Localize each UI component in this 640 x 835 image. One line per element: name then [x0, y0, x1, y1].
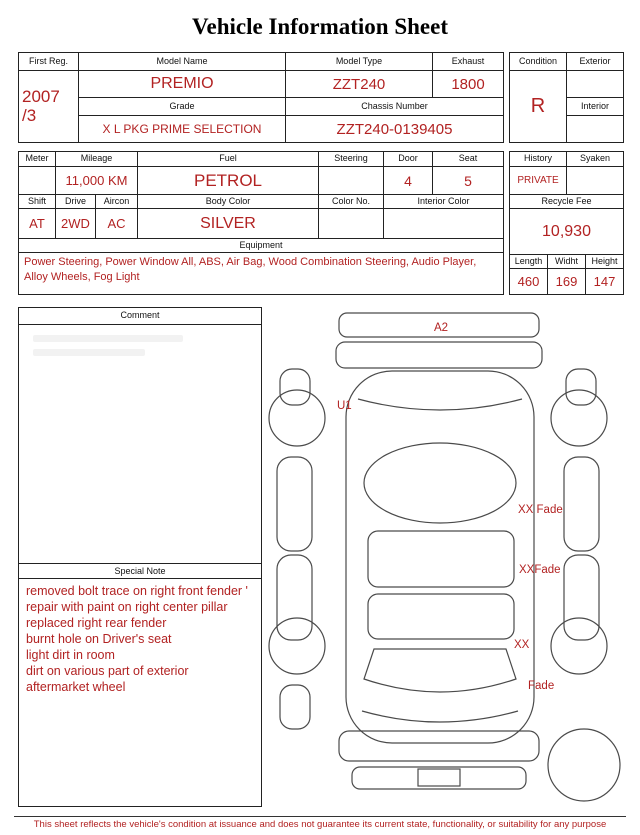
- annotation-xx-fade-1: XX Fade: [518, 504, 563, 516]
- special-note-item: removed bolt trace on right front fender ': [26, 584, 248, 598]
- disclaimer-text: This sheet reflects the vehicle's condition at issuance and does not guarantee its current state, functionality, or suitability for any purpose: [14, 816, 626, 830]
- door-label: Door: [384, 152, 433, 167]
- interior-value: [567, 116, 624, 143]
- width-label: Widht: [548, 255, 586, 269]
- comment-body: [19, 325, 261, 563]
- faint-text-artifact: [33, 335, 183, 342]
- annotation-a2: A2: [434, 322, 449, 334]
- mileage-value: 11,000 KM: [56, 167, 138, 195]
- fuel-label: Fuel: [138, 152, 319, 167]
- interior-color-label: Interior Color: [384, 195, 504, 209]
- special-note-item: repair with paint on right center pillar: [26, 600, 228, 614]
- chassis-number-label: Chassis Number: [286, 98, 504, 116]
- exterior-value: [567, 71, 624, 98]
- color-no-label: Color No.: [319, 195, 384, 209]
- history-value: PRIVATE: [510, 167, 567, 195]
- seat-label: Seat: [433, 152, 504, 167]
- drive-value: 2WD: [56, 209, 96, 239]
- body-color-value: SILVER: [138, 209, 319, 239]
- condition-detail-section: [18, 307, 622, 807]
- width-value: 169: [548, 269, 586, 295]
- drive-label: Drive: [56, 195, 96, 209]
- faint-text-artifact: [33, 349, 145, 356]
- exhaust-label: Exhaust: [433, 53, 504, 71]
- interior-label: Interior: [567, 98, 624, 116]
- exterior-label: Exterior: [567, 53, 624, 71]
- model-type-value: ZZT240: [286, 71, 433, 98]
- steering-value: [319, 167, 384, 195]
- body-color-label: Body Color: [138, 195, 319, 209]
- interior-color-value: [384, 209, 504, 239]
- special-note-header: Special Note: [19, 563, 261, 579]
- car-body-sketch: [269, 313, 620, 801]
- syaken-label: Syaken: [567, 152, 624, 167]
- aircon-value: AC: [96, 209, 138, 239]
- door-value: 4: [384, 167, 433, 195]
- steering-label: Steering: [319, 152, 384, 167]
- annotation-xx: XX: [514, 639, 530, 651]
- height-label: Height: [586, 255, 624, 269]
- comment-header: Comment: [19, 308, 261, 325]
- identity-section: [18, 52, 622, 143]
- fuel-value: PETROL: [138, 167, 319, 195]
- meter-label: Meter: [19, 152, 56, 167]
- model-name-label: Model Name: [79, 53, 286, 71]
- comment-special-note-box: [18, 307, 262, 807]
- recycle-fee-label: Recycle Fee: [510, 195, 624, 209]
- first-reg-month: /3: [22, 105, 37, 125]
- shift-label: Shift: [19, 195, 56, 209]
- syaken-value: [567, 167, 624, 195]
- model-name-value: PREMIO: [79, 71, 286, 98]
- length-value: 460: [510, 269, 548, 295]
- meter-value: [19, 167, 56, 195]
- specs-table: [18, 151, 504, 295]
- special-note-item: dirt on various part of exterior: [26, 664, 189, 678]
- equipment-value: Power Steering, Power Window All, ABS, Air Bag, Wood Combination Steering, Audio Player, Alloy Wheels, Fog Light: [19, 253, 504, 295]
- special-note-item: burnt hole on Driver's seat: [26, 632, 172, 646]
- special-note-item: aftermarket wheel: [26, 680, 126, 694]
- first-reg-value: [19, 71, 79, 143]
- first-reg-year: 2007: [22, 86, 60, 106]
- annotation-fade: Fade: [528, 680, 555, 692]
- length-label: Length: [510, 255, 548, 269]
- condition-value: R: [510, 71, 567, 143]
- color-no-value: [319, 209, 384, 239]
- annotation-u1: U1: [337, 400, 352, 412]
- special-note-list: [19, 579, 261, 806]
- exhaust-value: 1800: [433, 71, 504, 98]
- model-type-label: Model Type: [286, 53, 433, 71]
- seat-value: 5: [433, 167, 504, 195]
- condition-label: Condition: [510, 53, 567, 71]
- first-reg-label: First Reg.: [19, 53, 79, 71]
- shift-value: AT: [19, 209, 56, 239]
- grade-label: Grade: [79, 98, 286, 116]
- car-diagram-area: [262, 307, 622, 807]
- equipment-label: Equipment: [19, 239, 504, 253]
- chassis-number-value: ZZT240-0139405: [286, 116, 504, 143]
- aircon-label: Aircon: [96, 195, 138, 209]
- condition-table: [509, 52, 624, 143]
- car-top-view-diagram: [262, 307, 622, 805]
- special-note-item: replaced right rear fender: [26, 616, 167, 630]
- history-label: History: [510, 152, 567, 167]
- identity-table: [18, 52, 504, 143]
- specs-section: [18, 151, 622, 295]
- annotation-xx-fade-2: XXFade: [519, 564, 561, 576]
- history-dimensions-table: [509, 151, 624, 295]
- recycle-fee-value: 10,930: [510, 209, 624, 255]
- height-value: 147: [586, 269, 624, 295]
- mileage-label: Mileage: [56, 152, 138, 167]
- special-note-item: light dirt in room: [26, 648, 115, 662]
- grade-value: X L PKG PRIME SELECTION: [79, 116, 286, 143]
- page-title: Vehicle Information Sheet: [192, 14, 448, 39]
